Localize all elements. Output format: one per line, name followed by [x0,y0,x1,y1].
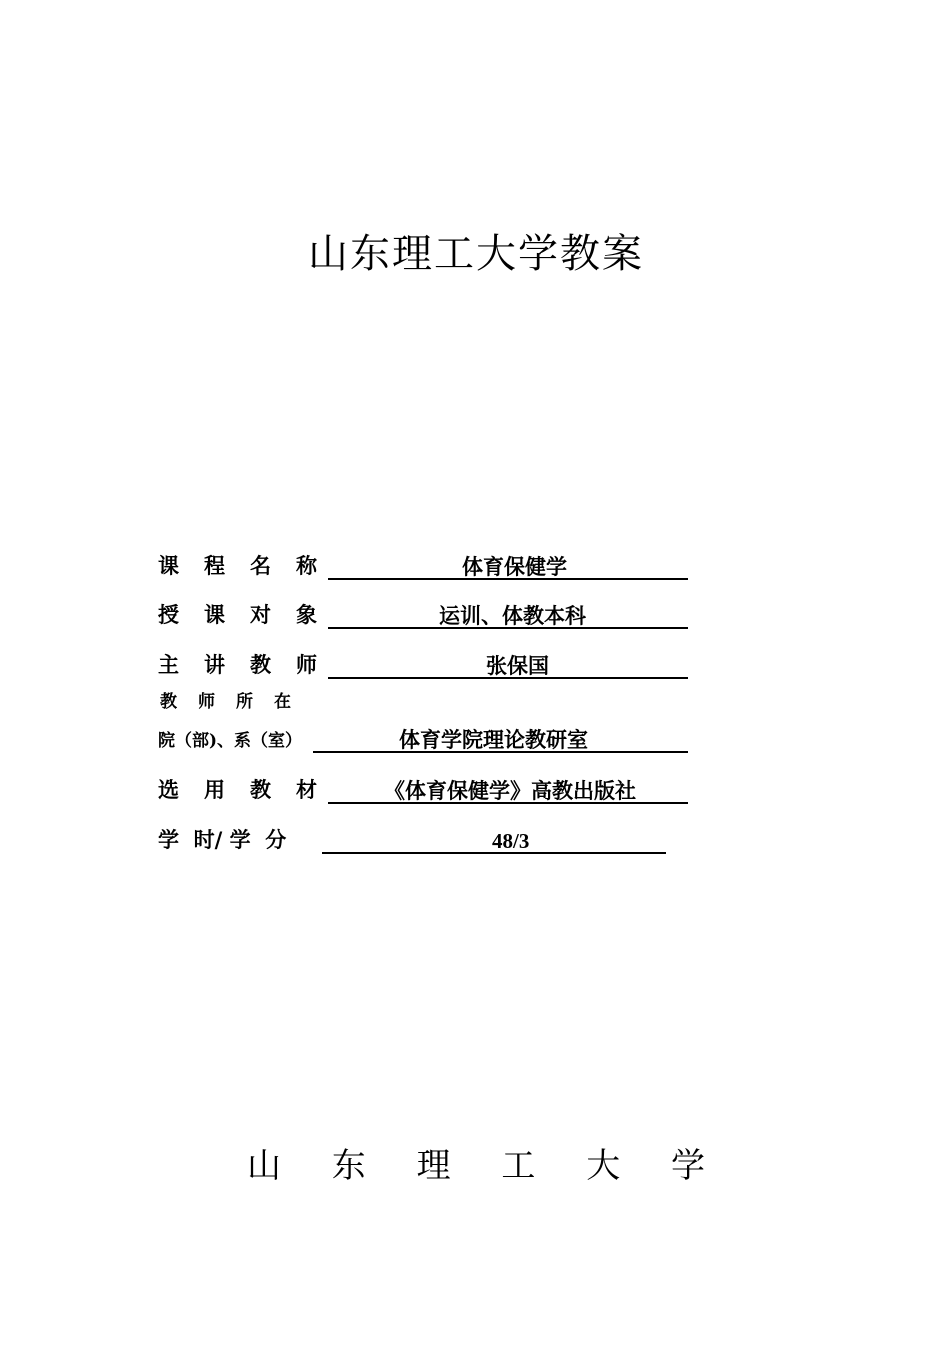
label-char: 课 [158,553,179,578]
audience-value: 运训、体教本科 [439,603,586,628]
label-char: 教 [160,692,177,712]
field-course-name [158,548,690,580]
field-teacher [158,647,690,679]
textbook-value-line [328,772,688,804]
textbook-value: 《体育保健学》高教出版社 [384,778,636,803]
label-char: 教 [250,777,271,802]
label-char: 材 [296,777,317,802]
label-char: 授 [158,602,179,627]
teacher-value-line [328,647,688,679]
field-hours-credits [158,822,670,854]
audience-value-line [328,597,688,629]
course-name-value: 体育保健学 [462,554,567,579]
department-label-line1 [160,690,312,714]
label-char: 教 [250,652,271,677]
course-name-value-line [328,548,688,580]
department-label-line2: 院（部)、系（室） [158,731,303,751]
hours-credits-value-line [322,822,666,854]
field-audience [158,597,690,629]
label-char: 用 [204,777,225,802]
label-char: 程 [204,553,225,578]
label-char: 讲 [204,652,225,677]
department-value: 体育学院理论教研室 [399,727,588,752]
teacher-label [158,651,322,679]
label-char: 称 [296,553,317,578]
label-char: 名 [250,553,271,578]
hours-credits-value: 48/3 [492,829,530,853]
hours-credits-label: 学 时/ 学 分 [158,827,287,852]
course-name-label [158,552,322,580]
document-title: 山东理工大学教案 [308,231,644,277]
label-char: 主 [158,652,179,677]
label-char: 在 [274,692,291,712]
department-value-line [313,721,688,753]
document-footer: 山 东 理 工 大 学 [246,1146,726,1186]
label-char: 师 [296,652,317,677]
label-char: 对 [250,602,271,627]
teacher-value: 张保国 [486,653,549,678]
label-char: 课 [204,602,225,627]
textbook-label [158,776,322,804]
field-department [158,721,690,753]
field-textbook [158,772,690,804]
label-char: 所 [236,692,253,712]
label-char: 师 [198,692,215,712]
audience-label [158,601,322,629]
label-char: 选 [158,777,179,802]
label-char: 象 [296,602,317,627]
